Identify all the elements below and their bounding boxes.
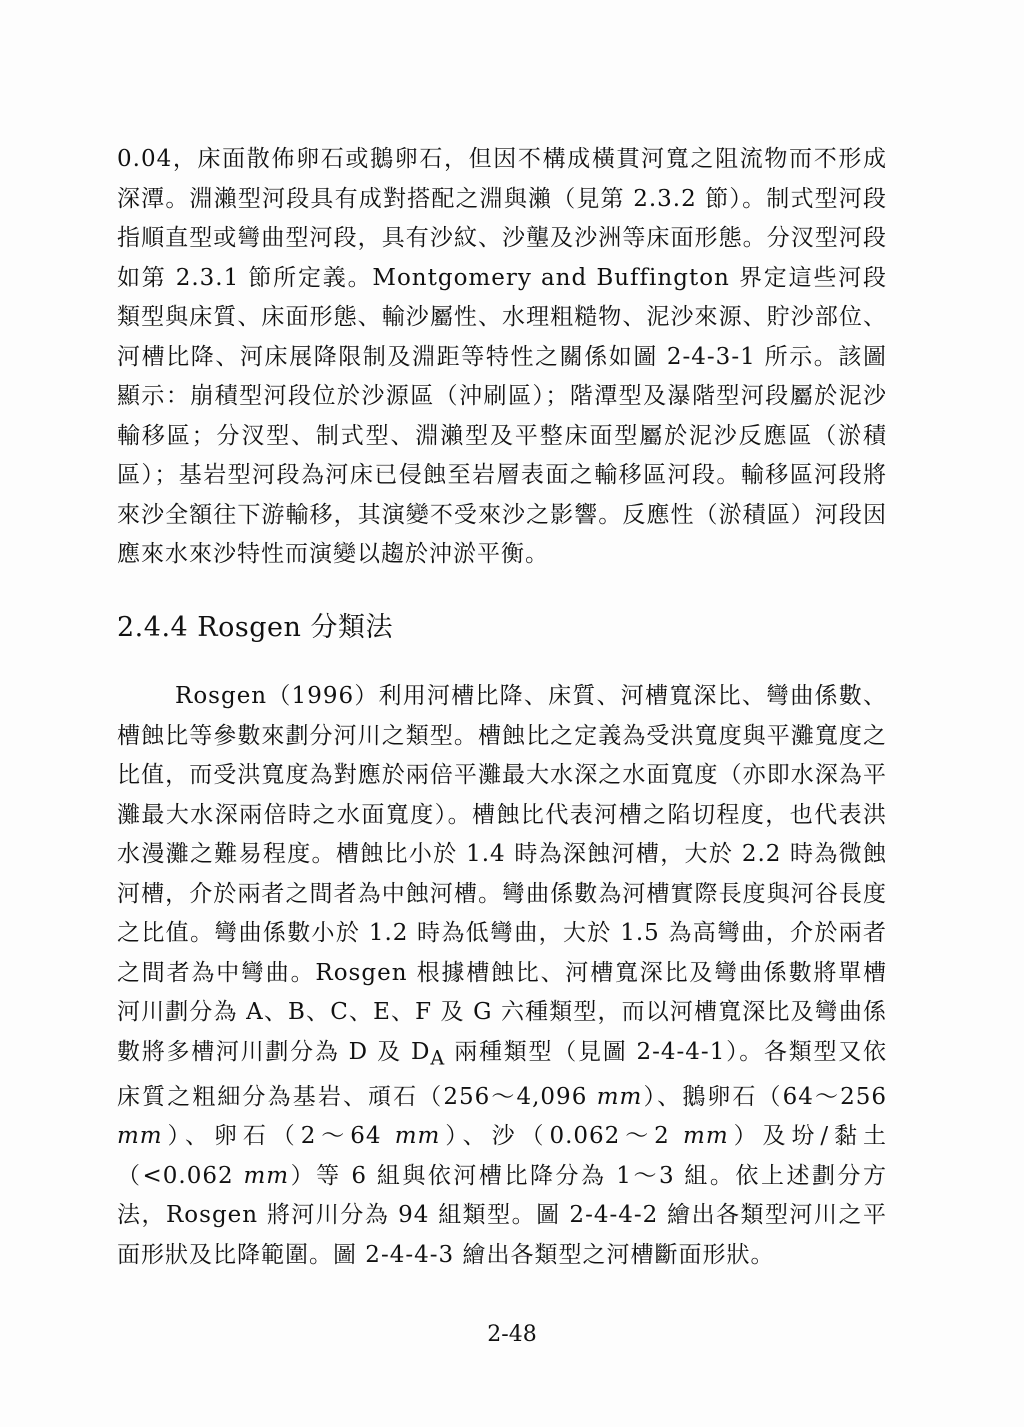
paragraph-2-text-1: Rosgen（1996）利用河槽比降、床質、河槽寬深比、彎曲係數、槽蝕比等參數來劃分河川之類型。槽蝕比之定義為受洪寬度與平灘寬度之比值，而受洪寬度為對應於兩倍平灘最大水深之水面寬度（亦即水深為平灘最大水深兩倍時之水面寬度）。槽蝕比代表河槽之陷切程度，也代表洪水漫灘之難易程度。槽蝕比小於 1.4 時為深蝕河槽，大於 2.2 時為微蝕河槽，介於兩者之間者為中蝕河槽。彎曲係數為河槽實際長度與河谷長度之比值。彎曲係數小於 1.2 時為低彎曲，大於 1.5 為高彎曲，介於兩者之間者為中彎曲。Rosgen 根據槽蝕比、河槽寬深比及彎曲係數將單槽河川劃分為 A、B、C、E、F 及 G 六種類型，而以河槽寬深比及彎曲係數將多槽河川劃分為 D 及 D — [117, 683, 887, 1065]
unit-mm: mm — [394, 1123, 441, 1150]
section-heading: 2.4.4 Rosgen 分類法 — [117, 612, 393, 643]
paragraph-2-text-2: 兩種類型（見圖 2-4-4-1）。各類型又依床質之粗細分為基岩、頑石（256～4,096 — [117, 1038, 887, 1110]
unit-mm: mm — [596, 1083, 643, 1110]
unit-mm: mm — [683, 1123, 729, 1150]
body-paragraph-2 — [117, 677, 887, 1275]
paragraph-2-text-4: ）、卵石（2～64 — [162, 1123, 395, 1150]
unit-mm: mm — [243, 1162, 290, 1189]
page-number: 2-48 — [487, 1322, 537, 1347]
body-paragraph-1: 0.04，床面散佈卵石或鵝卵石，但因不構成橫貫河寬之阻流物而不形成深潭。淵瀨型河段具有成對搭配之淵與瀨（見第 2.3.2 節）。制式型河段指順直型或彎曲型河段，具有沙紋、沙壟及沙洲等床面形態。分汊型河段如第 2.3.1 節所定義。Montgomery and Buffington 界定這些河段類型與床質、床面形態、輸沙屬性、水理粗糙物、泥沙來源、貯沙部位、河槽比降、河床展降限制及淵距等特性之關係如圖 2-4-3-1 所示。該圖顯示：崩積型河段位於沙源區（沖刷區）；階潭型及瀑階型河段屬於泥沙輸移區；分汊型、制式型、淵瀨型及平整床面型屬於泥沙反應區（淤積區）；基岩型河段為河床已侵蝕至岩層表面之輸移區河段。輸移區河段將來沙全額往下游輸移，其演變不受來沙之影響。反應性（淤積區）河段因應來水來沙特性而演變以趨於沖淤平衡。 — [117, 146, 887, 567]
paragraph-2-text-7: ）等 6 組與依河槽比降分為 1～3 組。依上述劃分方法，Rosgen 將河川分為 94 組類型。圖 2-4-4-2 繪出各類型河川之平面形狀及比降範圍。圖 2-4-4-3 繪出各類型之河槽斷面形狀。 — [117, 1162, 887, 1268]
unit-mm: mm — [117, 1123, 163, 1150]
subscript-a: A — [430, 1046, 446, 1070]
paragraph-2-text-3: ）、鵝卵石（64～256 — [642, 1083, 887, 1110]
paragraph-2-text-5: ）、沙（0.062～2 — [440, 1123, 684, 1150]
paragraph-2-text-6: ）及坋/黏土（<0.062 — [117, 1123, 887, 1189]
